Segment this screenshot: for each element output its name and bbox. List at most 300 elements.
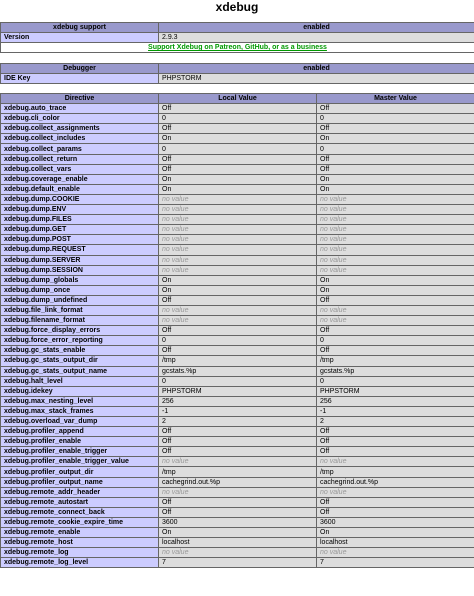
local-value: [159, 265, 317, 275]
idekey-value: PHPSTORM: [159, 74, 474, 84]
directive-name-text: xdebug.profiler_enable: [4, 438, 82, 446]
version-label: Version: [1, 33, 159, 43]
local-value-text: 3600: [162, 518, 178, 526]
directives-header-row: [1, 94, 474, 104]
local-value: [159, 517, 317, 527]
debugger-section: [0, 63, 474, 84]
local-value: [159, 417, 317, 427]
local-value-text: Off: [162, 428, 172, 436]
debugger-table: [0, 63, 474, 84]
local-value: [159, 285, 317, 295]
local-value: [159, 346, 317, 356]
local-value-text: On: [162, 175, 172, 183]
directive-name-text: xdebug.dump.POST: [4, 236, 71, 244]
table-row: [1, 346, 474, 356]
local-value-text: On: [162, 529, 172, 537]
directive-name: [1, 285, 159, 295]
master-value: [317, 376, 474, 386]
master-value-text: Off: [320, 428, 330, 436]
local-value: [159, 477, 317, 487]
table-row: [1, 558, 474, 568]
directive-name: [1, 386, 159, 396]
table-row: [1, 245, 474, 255]
directive-name-text: xdebug.profiler_enable_trigger_value: [4, 458, 129, 466]
local-value: [159, 386, 317, 396]
directive-name: [1, 427, 159, 437]
local-value: [159, 184, 317, 194]
directive-name: [1, 558, 159, 568]
master-value: [317, 235, 474, 245]
master-value: [317, 194, 474, 204]
table-row: [1, 417, 474, 427]
directive-name: [1, 346, 159, 356]
directive-name: [1, 507, 159, 517]
local-value-text: Off: [162, 508, 172, 516]
local-value-text: Off: [162, 296, 172, 304]
directive-name: [1, 184, 159, 194]
table-row: [1, 285, 474, 295]
directive-name-text: xdebug.remote_cookie_expire_time: [4, 518, 124, 526]
debugger-header-label: Debugger: [1, 64, 159, 74]
local-value: [159, 467, 317, 477]
directive-name-text: xdebug.max_stack_frames: [4, 407, 94, 415]
table-row: [1, 225, 474, 235]
directive-name-text: xdebug.cli_color: [4, 115, 60, 123]
directive-name-text: xdebug.remote_log: [4, 549, 69, 557]
support-header-label: xdebug support: [1, 23, 159, 33]
master-value-text: Off: [320, 125, 330, 133]
table-row: [1, 538, 474, 548]
directive-name: [1, 225, 159, 235]
local-value-text: no value: [162, 195, 189, 203]
table-row: [1, 275, 474, 285]
table-row: [1, 477, 474, 487]
table-row: [1, 517, 474, 527]
local-value: [159, 406, 317, 416]
local-value: [159, 154, 317, 164]
directives-body: [1, 104, 474, 568]
table-row: [1, 457, 474, 467]
directive-name-text: xdebug.remote_connect_back: [4, 508, 105, 516]
directive-name-text: xdebug.collect_return: [4, 155, 78, 163]
master-value: [317, 275, 474, 285]
table-row: [1, 255, 474, 265]
directive-name: [1, 487, 159, 497]
directive-name-text: xdebug.collect_includes: [4, 135, 86, 143]
local-value: [159, 124, 317, 134]
master-value: [317, 548, 474, 558]
local-value-text: no value: [162, 458, 189, 466]
master-value: [317, 174, 474, 184]
directive-name: [1, 255, 159, 265]
table-row: [1, 164, 474, 174]
local-value-text: Off: [162, 498, 172, 506]
directive-name-text: xdebug.dump_undefined: [4, 296, 88, 304]
directive-name-text: xdebug.collect_vars: [4, 165, 72, 173]
directive-name: [1, 356, 159, 366]
directive-name: [1, 114, 159, 124]
directive-name: [1, 406, 159, 416]
local-value: [159, 194, 317, 204]
table-row: [1, 184, 474, 194]
directive-name-text: xdebug.dump.REQUEST: [4, 246, 86, 254]
table-row: [1, 548, 474, 558]
local-value-text: no value: [162, 236, 189, 244]
local-value-text: 0: [162, 145, 166, 153]
table-row: [1, 406, 474, 416]
master-value: [317, 134, 474, 144]
master-value: [317, 326, 474, 336]
directive-name-text: xdebug.dump.SERVER: [4, 256, 81, 264]
table-row: [1, 316, 474, 326]
local-value-text: 256: [162, 397, 174, 405]
table-row: [1, 205, 474, 215]
local-value-text: On: [162, 185, 172, 193]
master-value-text: no value: [320, 195, 347, 203]
master-value: [317, 356, 474, 366]
master-value: [317, 215, 474, 225]
local-value-text: localhost: [162, 539, 190, 547]
table-row: [1, 356, 474, 366]
local-value: [159, 326, 317, 336]
directive-name: [1, 245, 159, 255]
directive-name: [1, 316, 159, 326]
local-value-text: no value: [162, 549, 189, 557]
table-row: [1, 528, 474, 538]
page-title: xdebug: [215, 0, 259, 14]
local-value-text: 2: [162, 418, 166, 426]
local-value: [159, 548, 317, 558]
directive-name-text: xdebug.profiler_output_dir: [4, 468, 94, 476]
support-header-status: enabled: [159, 23, 474, 33]
master-value-text: 7: [320, 559, 324, 567]
local-value: [159, 336, 317, 346]
master-value: [317, 295, 474, 305]
directive-name: [1, 376, 159, 386]
table-row: [1, 154, 474, 164]
table-row: [1, 487, 474, 497]
master-value-text: localhost: [320, 539, 348, 547]
local-value: [159, 437, 317, 447]
directive-name-text: xdebug.file_link_format: [4, 307, 83, 315]
directive-name-text: xdebug.gc_stats_output_dir: [4, 357, 98, 365]
local-value-text: Off: [162, 327, 172, 335]
local-value: [159, 396, 317, 406]
master-value-text: no value: [320, 206, 347, 214]
master-value: [317, 507, 474, 517]
directive-name: [1, 437, 159, 447]
local-value-text: 0: [162, 377, 166, 385]
local-value: [159, 487, 317, 497]
directive-name: [1, 457, 159, 467]
table-row: [1, 215, 474, 225]
local-value-text: On: [162, 286, 172, 294]
local-value: [159, 376, 317, 386]
table-row: [1, 366, 474, 376]
master-value-text: On: [320, 286, 330, 294]
directive-name-text: xdebug.force_display_errors: [4, 327, 101, 335]
master-value: [317, 417, 474, 427]
directive-name-text: xdebug.filename_format: [4, 317, 85, 325]
directive-name-text: xdebug.idekey: [4, 387, 53, 395]
table-row: [1, 124, 474, 134]
local-value-text: cachegrind.out.%p: [162, 478, 220, 486]
master-value-text: Off: [320, 165, 330, 173]
master-value: [317, 346, 474, 356]
master-value-text: no value: [320, 488, 347, 496]
local-value: [159, 174, 317, 184]
local-value-text: -1: [162, 407, 169, 415]
local-value-text: Off: [162, 105, 172, 113]
directive-name: [1, 548, 159, 558]
master-value-text: no value: [320, 256, 347, 264]
master-value-text: no value: [320, 266, 347, 274]
master-value: [317, 316, 474, 326]
master-value: [317, 245, 474, 255]
master-value-text: Off: [320, 296, 330, 304]
local-value-text: Off: [162, 155, 172, 163]
table-row: [1, 194, 474, 204]
master-value-text: no value: [320, 549, 347, 557]
master-value-text: Off: [320, 508, 330, 516]
local-value-text: no value: [162, 307, 189, 315]
local-value-text: gcstats.%p: [162, 367, 197, 375]
directive-name-text: xdebug.dump.FILES: [4, 216, 72, 224]
master-value-text: -1: [320, 407, 327, 415]
local-value: [159, 104, 317, 114]
master-value-text: no value: [320, 216, 347, 224]
directive-name-text: xdebug.collect_params: [4, 145, 82, 153]
directive-name: [1, 326, 159, 336]
master-value-text: 2: [320, 418, 324, 426]
directive-name: [1, 497, 159, 507]
master-value: [317, 144, 474, 154]
directive-name-text: xdebug.gc_stats_enable: [4, 347, 86, 355]
local-value: [159, 427, 317, 437]
directive-name: [1, 215, 159, 225]
master-value: [317, 336, 474, 346]
directive-name-text: xdebug.gc_stats_output_name: [4, 367, 108, 375]
local-value-text: Off: [162, 165, 172, 173]
support-section: [0, 22, 474, 53]
directive-name: [1, 467, 159, 477]
local-value-text: no value: [162, 256, 189, 264]
master-value: [317, 305, 474, 315]
master-value-text: no value: [320, 226, 347, 234]
directive-name-text: xdebug.auto_trace: [4, 105, 67, 113]
local-value: [159, 215, 317, 225]
local-value-text: no value: [162, 226, 189, 234]
local-value-text: no value: [162, 488, 189, 496]
version-row: [1, 33, 474, 43]
master-value-text: 0: [320, 377, 324, 385]
master-value: [317, 457, 474, 467]
master-value: [317, 154, 474, 164]
directive-name-text: xdebug.dump_globals: [4, 276, 79, 284]
directive-name-text: xdebug.dump.COOKIE: [4, 195, 80, 203]
local-value: [159, 457, 317, 467]
table-row: [1, 114, 474, 124]
directives-table: [0, 93, 474, 568]
directive-name-text: xdebug.force_error_reporting: [4, 337, 103, 345]
table-row: [1, 104, 474, 114]
local-value: [159, 305, 317, 315]
master-value-text: Off: [320, 155, 330, 163]
master-value-text: 0: [320, 337, 324, 345]
table-row: [1, 326, 474, 336]
directive-name: [1, 477, 159, 487]
master-value-text: Off: [320, 448, 330, 456]
table-row: [1, 235, 474, 245]
directive-name-text: xdebug.max_nesting_level: [4, 397, 94, 405]
master-value-text: On: [320, 529, 330, 537]
master-value: [317, 437, 474, 447]
idekey-label: IDE Key: [1, 74, 159, 84]
master-value: [317, 497, 474, 507]
master-value: [317, 467, 474, 477]
directive-name: [1, 205, 159, 215]
local-value: [159, 538, 317, 548]
directive-name: [1, 396, 159, 406]
directive-name-text: xdebug.dump.SESSION: [4, 266, 83, 274]
directive-name: [1, 305, 159, 315]
master-value-text: no value: [320, 458, 347, 466]
local-value: [159, 205, 317, 215]
master-value-text: /tmp: [320, 468, 334, 476]
directive-name-text: xdebug.coverage_enable: [4, 175, 88, 183]
master-value-text: no value: [320, 317, 347, 325]
directive-name-text: xdebug.default_enable: [4, 185, 80, 193]
master-value-text: 0: [320, 115, 324, 123]
master-value-text: On: [320, 276, 330, 284]
table-row: [1, 396, 474, 406]
local-value: [159, 134, 317, 144]
table-row: [1, 295, 474, 305]
directive-name-text: xdebug.collect_assignments: [4, 125, 100, 133]
directive-name: [1, 194, 159, 204]
table-row: [1, 376, 474, 386]
directive-name: [1, 144, 159, 154]
directive-name: [1, 366, 159, 376]
directive-name: [1, 447, 159, 457]
table-row: [1, 507, 474, 517]
directive-name: [1, 417, 159, 427]
support-table: [0, 22, 474, 53]
directive-name: [1, 295, 159, 305]
master-value: [317, 406, 474, 416]
directive-name-text: xdebug.profiler_enable_trigger: [4, 448, 108, 456]
directive-name: [1, 104, 159, 114]
master-value: [317, 427, 474, 437]
local-value: [159, 356, 317, 366]
directive-name: [1, 174, 159, 184]
directive-name-text: xdebug.remote_autostart: [4, 498, 89, 506]
table-row: [1, 174, 474, 184]
directive-name-text: xdebug.remote_host: [4, 539, 73, 547]
master-value-text: 0: [320, 145, 324, 153]
master-value: [317, 477, 474, 487]
directive-name-text: xdebug.profiler_append: [4, 428, 84, 436]
directive-name-text: xdebug.dump_once: [4, 286, 71, 294]
master-value-text: cachegrind.out.%p: [320, 478, 378, 486]
local-value-column-header: Local Value: [159, 94, 317, 104]
support-header-row: [1, 23, 474, 33]
master-value: [317, 396, 474, 406]
master-value-text: On: [320, 185, 330, 193]
master-value-text: /tmp: [320, 357, 334, 365]
directive-name-text: xdebug.overload_var_dump: [4, 418, 98, 426]
local-value: [159, 558, 317, 568]
master-value: [317, 104, 474, 114]
master-value: [317, 528, 474, 538]
table-row: [1, 467, 474, 477]
master-value-text: no value: [320, 307, 347, 315]
support-link[interactable]: Support Xdebug on Patreon, GitHub, or as a business: [148, 44, 327, 52]
local-value-text: 7: [162, 559, 166, 567]
master-value-text: Off: [320, 105, 330, 113]
master-value-text: 3600: [320, 518, 336, 526]
local-value: [159, 255, 317, 265]
local-value: [159, 295, 317, 305]
master-value-text: Off: [320, 347, 330, 355]
local-value-text: Off: [162, 448, 172, 456]
debugger-header-status: enabled: [159, 64, 474, 74]
table-row: [1, 386, 474, 396]
master-value: [317, 124, 474, 134]
local-value: [159, 114, 317, 124]
local-value-text: PHPSTORM: [162, 387, 202, 395]
master-value-text: PHPSTORM: [320, 387, 360, 395]
directive-name-text: xdebug.halt_level: [4, 377, 63, 385]
table-row: [1, 265, 474, 275]
version-value: 2.9.3: [159, 33, 474, 43]
directive-column-header: Directive: [1, 94, 159, 104]
local-value-text: 0: [162, 115, 166, 123]
support-link-row: [1, 43, 474, 53]
table-row: [1, 144, 474, 154]
local-value: [159, 497, 317, 507]
local-value-text: On: [162, 276, 172, 284]
local-value-text: no value: [162, 246, 189, 254]
local-value: [159, 144, 317, 154]
local-value: [159, 507, 317, 517]
master-value: [317, 265, 474, 275]
local-value-text: no value: [162, 317, 189, 325]
local-value-text: no value: [162, 216, 189, 224]
directive-name-text: xdebug.remote_log_level: [4, 559, 89, 567]
directive-name-text: xdebug.dump.ENV: [4, 206, 67, 214]
master-value: [317, 285, 474, 295]
master-value-text: On: [320, 175, 330, 183]
local-value: [159, 366, 317, 376]
local-value-text: no value: [162, 206, 189, 214]
master-value: [317, 225, 474, 235]
master-value-text: gcstats.%p: [320, 367, 355, 375]
local-value: [159, 235, 317, 245]
directive-name: [1, 336, 159, 346]
idekey-row: [1, 74, 474, 84]
table-row: [1, 427, 474, 437]
debugger-header-row: [1, 64, 474, 74]
directive-name: [1, 517, 159, 527]
local-value: [159, 275, 317, 285]
local-value: [159, 164, 317, 174]
master-value: [317, 538, 474, 548]
local-value: [159, 245, 317, 255]
directive-name: [1, 164, 159, 174]
table-row: [1, 305, 474, 315]
directive-name-text: xdebug.dump.GET: [4, 226, 67, 234]
